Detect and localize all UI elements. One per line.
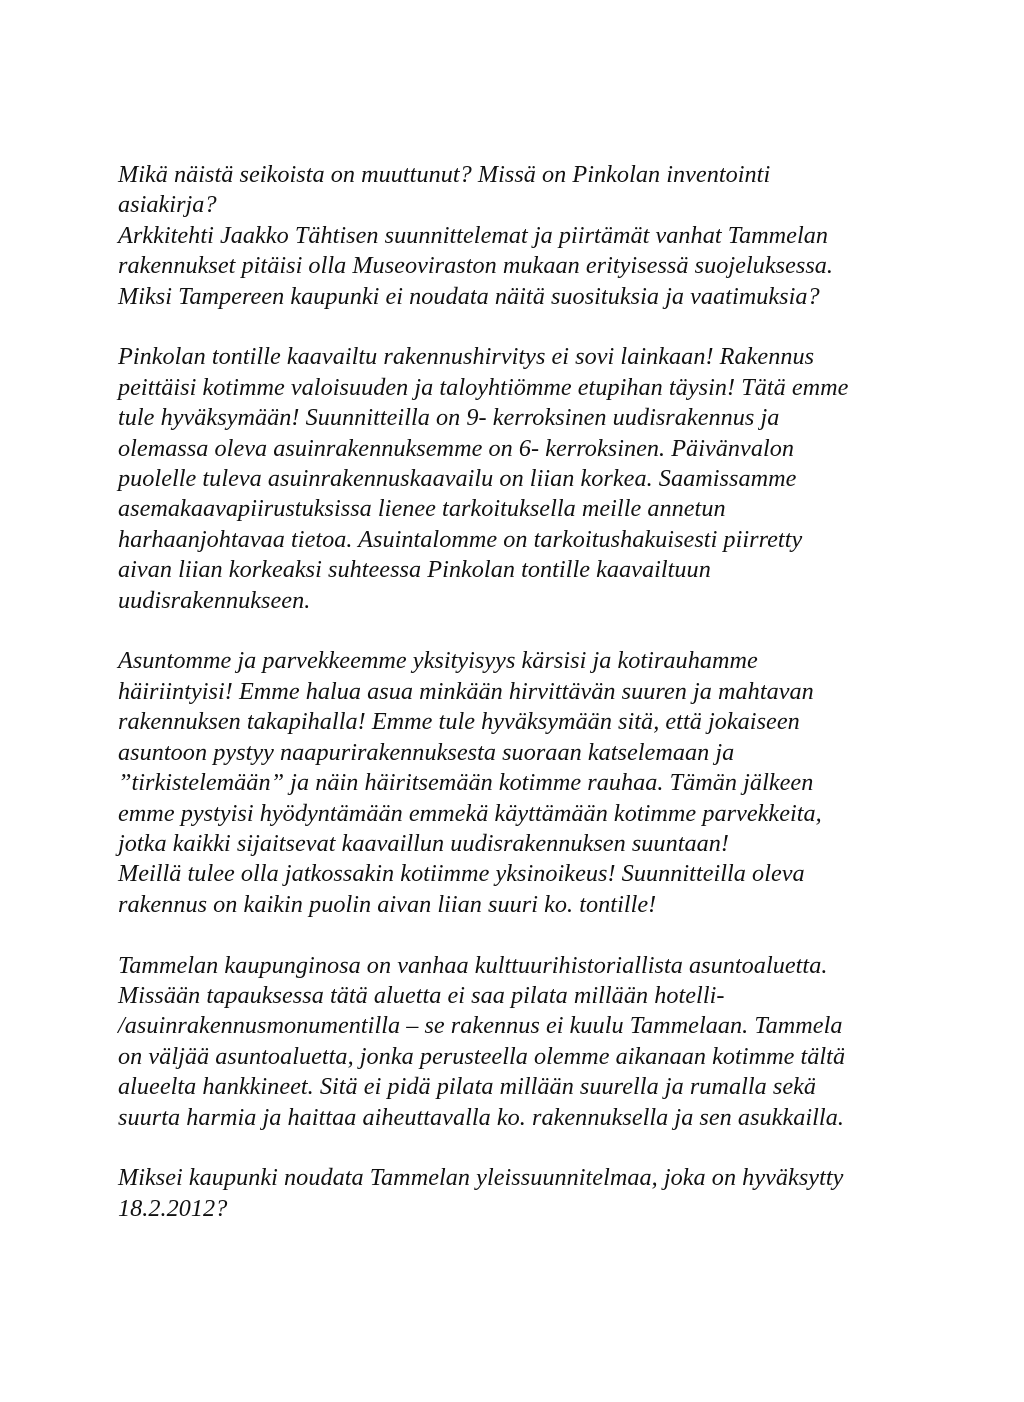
text-line: alueelta hankkineet. Sitä ei pidä pilata millään suurella ja rumalla sekä (118, 1073, 817, 1101)
text-line: aivan liian korkeaksi suhteessa Pinkolan tontille kaavailtuun (118, 556, 711, 584)
text-line: asemakaavapiirustuksissa lienee tarkoituksella meille annetun (118, 495, 726, 523)
text-line: Asuntomme ja parvekkeemme yksityisyys kärsisi ja kotirauhamme (118, 647, 758, 675)
paragraph-tammela-district (118, 951, 948, 1133)
paragraph-privacy (118, 646, 948, 920)
paragraph-building-objection (118, 342, 948, 616)
text-line: suurta harmia ja haittaa aiheuttavalla ko. rakennuksella ja sen asukkailla. (118, 1103, 844, 1131)
text-line: Missään tapauksessa tätä aluetta ei saa pilata millään hotelli- (118, 981, 725, 1009)
text-line: harhaanjohtavaa tietoa. Asuintalomme on tarkoitushakuisesti piirretty (118, 525, 803, 553)
text-line: /asuinrakennusmonumentilla – se rakennus ei kuulu Tammelaan. Tammela (118, 1012, 843, 1040)
text-line: asiakirja? (118, 191, 217, 219)
text-line: 18.2.2012? (118, 1194, 228, 1222)
text-line: Arkkitehti Jaakko Tähtisen suunnittelemat ja piirtämät vanhat Tammelan (118, 221, 829, 249)
text-line: emme pystyisi hyödyntämään emmekä käyttämään kotimme parvekkeita, (118, 799, 822, 827)
text-line: häiriintyisi! Emme halua asua minkään hirvittävän suuren ja mahtavan (118, 677, 814, 705)
letter-body (118, 160, 948, 1224)
text-line: rakennuksen takapihalla! Emme tule hyväksymään sitä, että jokaiseen (118, 708, 800, 736)
text-line: Miksei kaupunki noudata Tammelan yleissuunnitelmaa, joka on hyväksytty (118, 1164, 844, 1192)
text-line: tule hyväksymään! Suunnitteilla on 9- kerroksinen uudisrakennus ja (118, 404, 780, 432)
text-line: Mikä näistä seikoista on muuttunut? Missä on Pinkolan inventointi (118, 161, 771, 188)
text-line: Miksi Tampereen kaupunki ei noudata näitä suosituksia ja vaatimuksia? (118, 282, 820, 310)
text-line: Pinkolan tontille kaavailtu rakennushirvitys ei sovi lainkaan! Rakennus (118, 343, 815, 371)
text-line: Meillä tulee olla jatkossakin kotiimme yksinoikeus! Suunnitteilla oleva (118, 860, 805, 888)
text-line: peittäisi kotimme valoisuuden ja taloyhtiömme etupihan täysin! Tätä emme (118, 373, 849, 401)
text-line: olemassa oleva asuinrakennuksemme on 6- kerroksinen. Päivänvalon (118, 434, 795, 462)
text-line: puolelle tuleva asuinrakennuskaavailu on liian korkea. Saamissamme (118, 465, 797, 493)
paragraph-inventory-question (118, 160, 948, 312)
text-line: jotka kaikki sijaitsevat kaavaillun uudisrakennuksen suuntaan! (118, 829, 730, 857)
text-line: rakennukset pitäisi olla Museoviraston mukaan erityisessä suojeluksessa. (118, 252, 834, 280)
text-line: rakennus on kaikin puolin aivan liian suuri ko. tontille! (118, 890, 657, 918)
text-line: Tammelan kaupunginosa on vanhaa kulttuurihistoriallista asuntoaluetta. (118, 951, 828, 979)
text-line: asuntoon pystyy naapurirakennuksesta suoraan katselemaan ja (118, 738, 735, 766)
paragraph-general-plan-question (118, 1163, 948, 1224)
text-line: ”tirkistelemään” ja näin häiritsemään kotimme rauhaa. Tämän jälkeen (118, 769, 814, 797)
text-line: uudisrakennukseen. (118, 586, 311, 614)
text-line: on väljää asuntoaluetta, jonka perusteella olemme aikanaan kotimme tältä (118, 1042, 846, 1070)
